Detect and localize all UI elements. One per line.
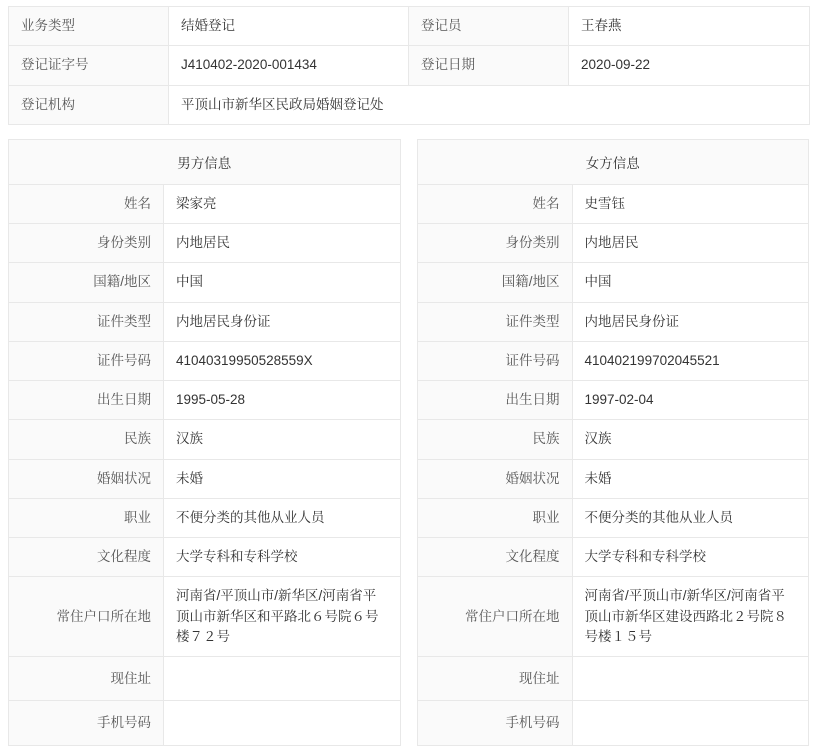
field-value: 1997-02-04 [572, 381, 809, 420]
table-row [417, 657, 809, 701]
field-value: 王春燕 [569, 7, 810, 46]
field-value: J410402-2020-001434 [169, 46, 409, 85]
table-row [417, 224, 809, 263]
female-panel-title: 女方信息 [417, 139, 810, 184]
field-value: 大学专科和专科学校 [164, 538, 401, 577]
field-value: 中国 [164, 263, 401, 302]
summary-table [8, 6, 810, 125]
table-row [417, 381, 809, 420]
field-value: 41040319950528559X [164, 341, 401, 380]
table-row [9, 302, 401, 341]
field-value: 汉族 [164, 420, 401, 459]
table-row [9, 184, 401, 223]
table-row [9, 341, 401, 380]
table-row [9, 498, 401, 537]
field-value: 不便分类的其他从业人员 [164, 498, 401, 537]
field-value: 2020-09-22 [569, 46, 810, 85]
field-value: 410402199702045521 [572, 341, 809, 380]
field-label: 姓名 [417, 184, 572, 223]
field-value: 汉族 [572, 420, 809, 459]
field-label: 婚姻状况 [9, 459, 164, 498]
field-value: 史雪钰 [572, 184, 809, 223]
field-label: 手机号码 [417, 701, 572, 745]
field-value: 内地居民 [164, 224, 401, 263]
field-label: 常住户口所在地 [417, 577, 572, 657]
field-label: 证件号码 [9, 341, 164, 380]
male-info-table [8, 184, 401, 746]
field-label: 职业 [417, 498, 572, 537]
field-label: 登记日期 [409, 46, 569, 85]
field-label: 姓名 [9, 184, 164, 223]
field-value: 不便分类的其他从业人员 [572, 498, 809, 537]
table-row [9, 538, 401, 577]
table-row [9, 459, 401, 498]
field-label: 婚姻状况 [417, 459, 572, 498]
table-row [417, 420, 809, 459]
field-label: 现住址 [417, 657, 572, 701]
field-label: 文化程度 [417, 538, 572, 577]
field-label: 证件类型 [417, 302, 572, 341]
table-row [417, 263, 809, 302]
table-row [9, 701, 401, 745]
table-row [9, 657, 401, 701]
table-row [417, 184, 809, 223]
table-row [9, 381, 401, 420]
table-row [417, 701, 809, 745]
field-value [164, 657, 401, 701]
field-label: 身份类别 [417, 224, 572, 263]
table-row [9, 224, 401, 263]
field-label: 业务类型 [9, 7, 169, 46]
table-row [9, 46, 810, 85]
field-value: 内地居民身份证 [572, 302, 809, 341]
person-panels [8, 139, 809, 746]
field-label: 证件号码 [417, 341, 572, 380]
field-label: 现住址 [9, 657, 164, 701]
table-row [9, 85, 810, 124]
field-label: 身份类别 [9, 224, 164, 263]
field-label: 出生日期 [9, 381, 164, 420]
field-value: 1995-05-28 [164, 381, 401, 420]
field-label: 登记机构 [9, 85, 169, 124]
male-panel [8, 139, 401, 746]
table-row [417, 498, 809, 537]
field-value: 结婚登记 [169, 7, 409, 46]
field-label: 国籍/地区 [417, 263, 572, 302]
table-row [9, 420, 401, 459]
field-value: 河南省/平顶山市/新华区/河南省平顶山市新华区建设西路北２号院８号楼１５号 [572, 577, 809, 657]
table-row [417, 538, 809, 577]
field-value: 内地居民 [572, 224, 809, 263]
male-panel-title: 男方信息 [8, 139, 401, 184]
field-label: 常住户口所在地 [9, 577, 164, 657]
field-label: 国籍/地区 [9, 263, 164, 302]
field-value: 大学专科和专科学校 [572, 538, 809, 577]
female-info-table [417, 184, 810, 746]
field-value: 中国 [572, 263, 809, 302]
field-value: 未婚 [572, 459, 809, 498]
field-label: 职业 [9, 498, 164, 537]
field-label: 出生日期 [417, 381, 572, 420]
field-label: 手机号码 [9, 701, 164, 745]
table-row [417, 577, 809, 657]
field-label: 文化程度 [9, 538, 164, 577]
field-label: 登记证字号 [9, 46, 169, 85]
field-label: 证件类型 [9, 302, 164, 341]
table-row [9, 577, 401, 657]
field-value: 河南省/平顶山市/新华区/河南省平顶山市新华区和平路北６号院６号楼７２号 [164, 577, 401, 657]
table-row [9, 263, 401, 302]
field-label: 民族 [9, 420, 164, 459]
field-value [164, 701, 401, 745]
table-row [417, 341, 809, 380]
field-label: 登记员 [409, 7, 569, 46]
field-value: 未婚 [164, 459, 401, 498]
field-label: 民族 [417, 420, 572, 459]
field-value [572, 701, 809, 745]
field-value: 内地居民身份证 [164, 302, 401, 341]
field-value: 梁家亮 [164, 184, 401, 223]
field-value [572, 657, 809, 701]
table-row [9, 7, 810, 46]
field-value: 平顶山市新华区民政局婚姻登记处 [169, 85, 810, 124]
table-row [417, 302, 809, 341]
table-row [417, 459, 809, 498]
female-panel [417, 139, 810, 746]
